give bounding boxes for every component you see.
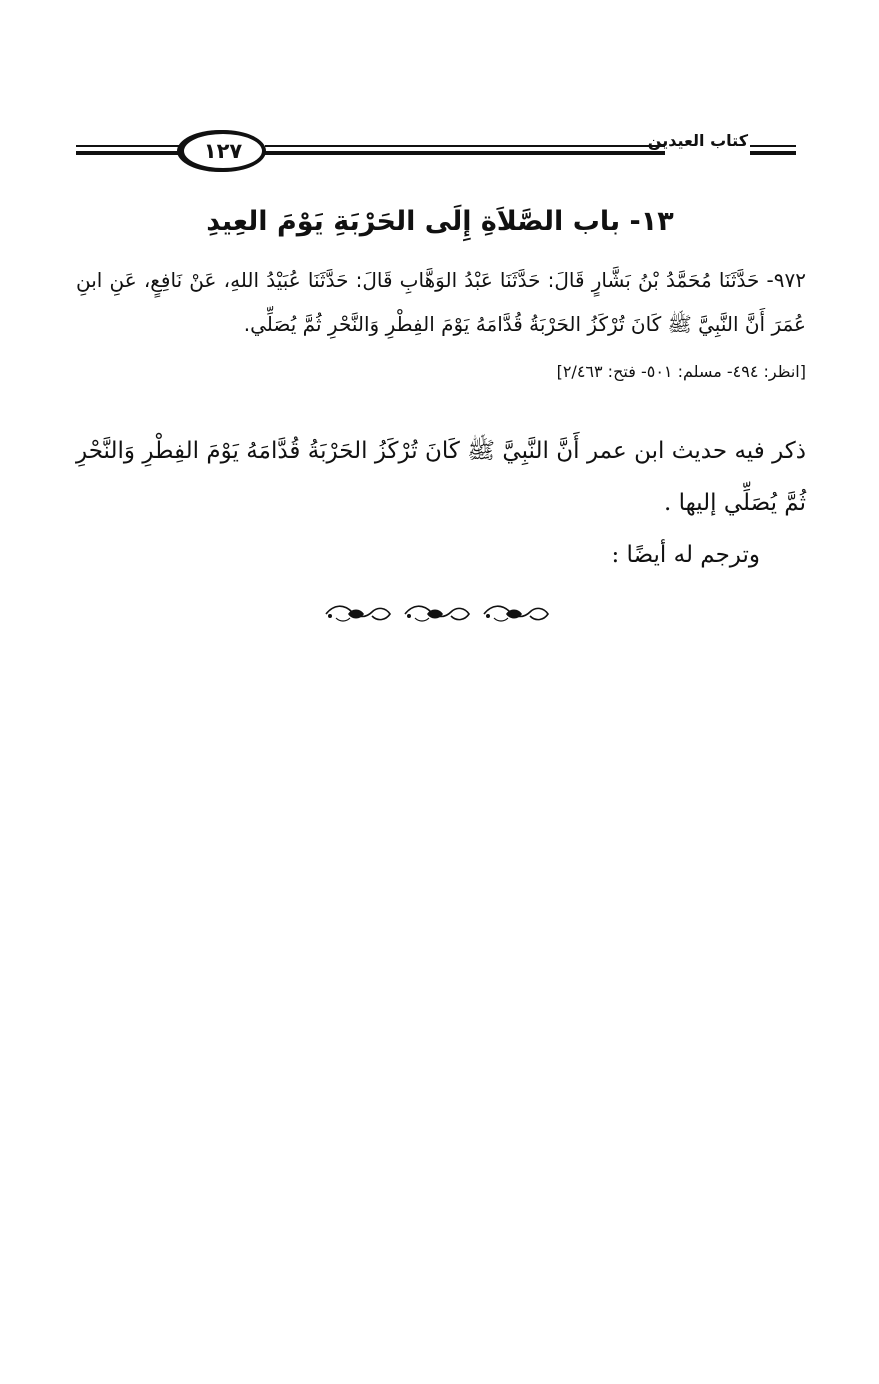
commentary-paragraph: وترجم له أيضًا : (611, 542, 760, 568)
header-rule-right (750, 145, 796, 155)
chapter-heading: ١٣- باب الصَّلاَةِ إِلَى الحَرْبَةِ يَوْمَ العِيدِ (206, 206, 674, 237)
page-number-badge (180, 130, 266, 172)
commentary (76, 425, 806, 581)
page-number: ١٢٧ (203, 139, 243, 163)
running-header (70, 128, 800, 178)
floral-divider-icon (401, 602, 473, 626)
hadith-text: ٩٧٢- حَدَّثَنَا مُحَمَّدُ بْنُ بَشَّارٍ قَالَ: حَدَّثَنَا عَبْدُ الوَهَّابِ قَالَ: حَدَّثَنَا عُبَيْدُ اللهِ، عَنْ نَافِعٍ، عَنِ ابنِ عُمَرَ أَنَّ النَّبِيَّ ﷺ كَانَ تُرْكَزُ الحَرْبَةُ قُدَّامَهُ يَوْمَ الفِطْرِ وَالنَّحْرِ ثُمَّ يُصَلِّي. (76, 268, 806, 336)
floral-divider-icon (322, 602, 394, 626)
header-rule-middle (265, 145, 665, 155)
hadith-reference: [انظر: ٤٩٤- مسلم: ٥٠١- فتح: ٢/٤٦٣] (556, 362, 806, 381)
floral-divider-icon (480, 602, 552, 626)
commentary-paragraph: ذكر فيه حديث ابن عمر أَنَّ النَّبِيَّ ﷺ كَانَ تُرْكَزُ الحَرْبَةُ قُدَّامَهُ يَوْمَ الفِطْرِ وَالنَّحْرِ ثُمَّ يُصَلِّي إليها . (76, 438, 806, 516)
section-divider (322, 600, 552, 628)
header-rule-left (76, 145, 180, 155)
book-title: كتاب العيدين (647, 131, 748, 150)
